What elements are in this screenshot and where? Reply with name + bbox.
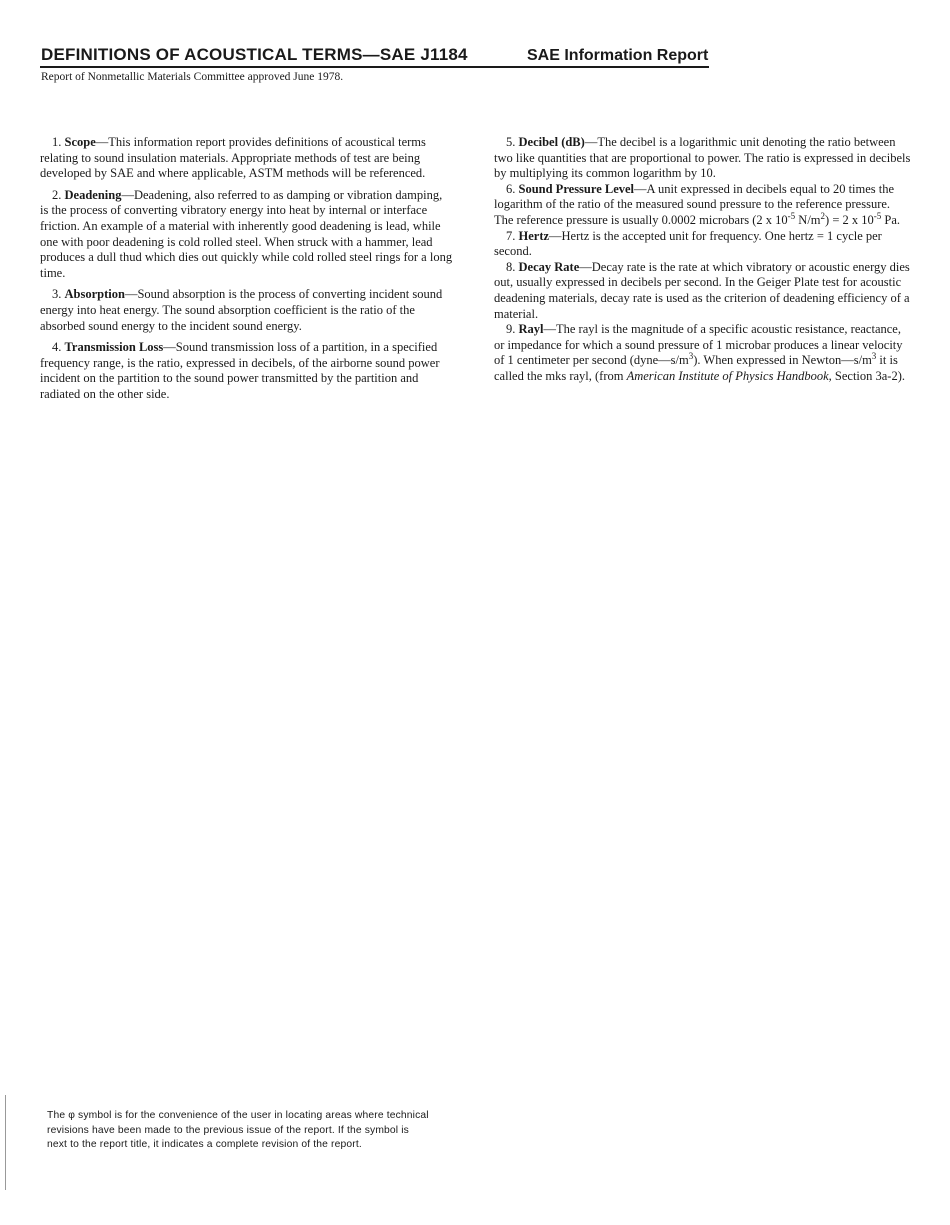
term: Sound Pressure Level [518, 181, 635, 196]
term: Deadening [64, 187, 122, 202]
term: Absorption [64, 287, 125, 302]
definition-decay-rate: 8. Decay Rate—Decay rate is the rate at which vibratory or acoustic energy dies out, usually expressed in decibels per second. In the Geiger Plate test for acoustic deadening materials, decay rate is used as the criterion of deadening efficiency of a material. [494, 259, 910, 321]
header-rule [40, 66, 709, 68]
revision-footnote: The φ symbol is for the convenience of the user in locating areas where technical revisions have been made to the previous issue of the report. If the symbol is next to the report title, it indicates a complete revision of the report. [47, 1110, 429, 1151]
definition-rayl: 9. Rayl—The rayl is the magnitude of a specific acoustic resistance, reactance, or impedance for which a sound pressure of 1 microbar produces a linear velocity of 1 centimeter per second $(dyne—s/m^3)$. When expressed in $Newton—s/m^3$ it is called the mks rayl, (from American Institute of Physics Handbook, Section 3a-2). [494, 322, 906, 383]
report-title: DEFINITIONS OF ACOUSTICAL TERMS—SAE J1184 [41, 45, 468, 64]
report-type: SAE Information Report [527, 47, 709, 64]
definition-hertz: 7. Hertz—Hertz is the accepted unit for frequency. One hertz = 1 cycle per second. [494, 228, 882, 259]
term: Transmission Loss [64, 340, 164, 355]
definition-deadening: 2. Deadening—Deadening, also referred to as damping or vibration damping, is the process of converting vibratory energy into heat by internal or interface friction. An example of a material with inherently good deadening is lead, while one with poor deadening is cold rolled steel. When struck with a hammer, lead produces a dull thud which dies out quickly while cold rolled steel rings for a long time. [40, 187, 453, 280]
term: Decay Rate [518, 259, 580, 274]
right-column [494, 135, 912, 385]
source-citation: American Institute of Physics Handbook, [626, 368, 832, 383]
term: Rayl [518, 322, 544, 337]
term: Scope [64, 135, 96, 149]
definition-transmission-loss: 4. Transmission Loss—Sound transmission loss of a partition, in a specified frequency range, is the ratio, expressed in decibels, of the airborne sound power incident on the partition to the sound power transmitted by the partition and radiated on the other side. [40, 340, 440, 401]
definition-sound-pressure-level: 6. Sound Pressure Level—A unit expressed in decibels equal to 20 times the logarithm of the ratio of the measured sound pressure to the reference pressure. The reference pressure is usually 0.0002 microbars (2 x $10^{-5}$ $N/m^2) = 2$ x $10^{-5}$ Pa. [494, 181, 900, 227]
term: Decibel (dB) [518, 135, 585, 149]
report-subtitle: Report of Nonmetallic Materials Committee approved June 1978. [41, 71, 344, 83]
definition-decibel: 5. Decibel (dB)—The decibel is a logarithmic unit denoting the ratio between two like quantities that are proportional to power. The ratio is expressed in decibels by multiplying its common logarithm by 10. [494, 135, 911, 181]
definition-scope: 1. Scope—This information report provides definitions of acoustical terms relating to sound insulation materials. Appropriate methods of test are being developed by SAE and where applicable, ASTM methods will be referenced. [40, 135, 426, 181]
revision-bar [5, 1095, 6, 1190]
definition-absorption: 3. Absorption—Sound absorption is the process of converting incident sound energy into heat energy. The sound absorption coefficient is the ratio of the absorbed sound energy to the incident sound energy. [40, 287, 443, 333]
left-column [40, 135, 453, 409]
reference-pressure-formula: (2 x $10^{-5}$ $N/m^2) = 2$ x $10^{-5}$ Pa. [752, 210, 900, 227]
term: Hertz [518, 228, 550, 243]
